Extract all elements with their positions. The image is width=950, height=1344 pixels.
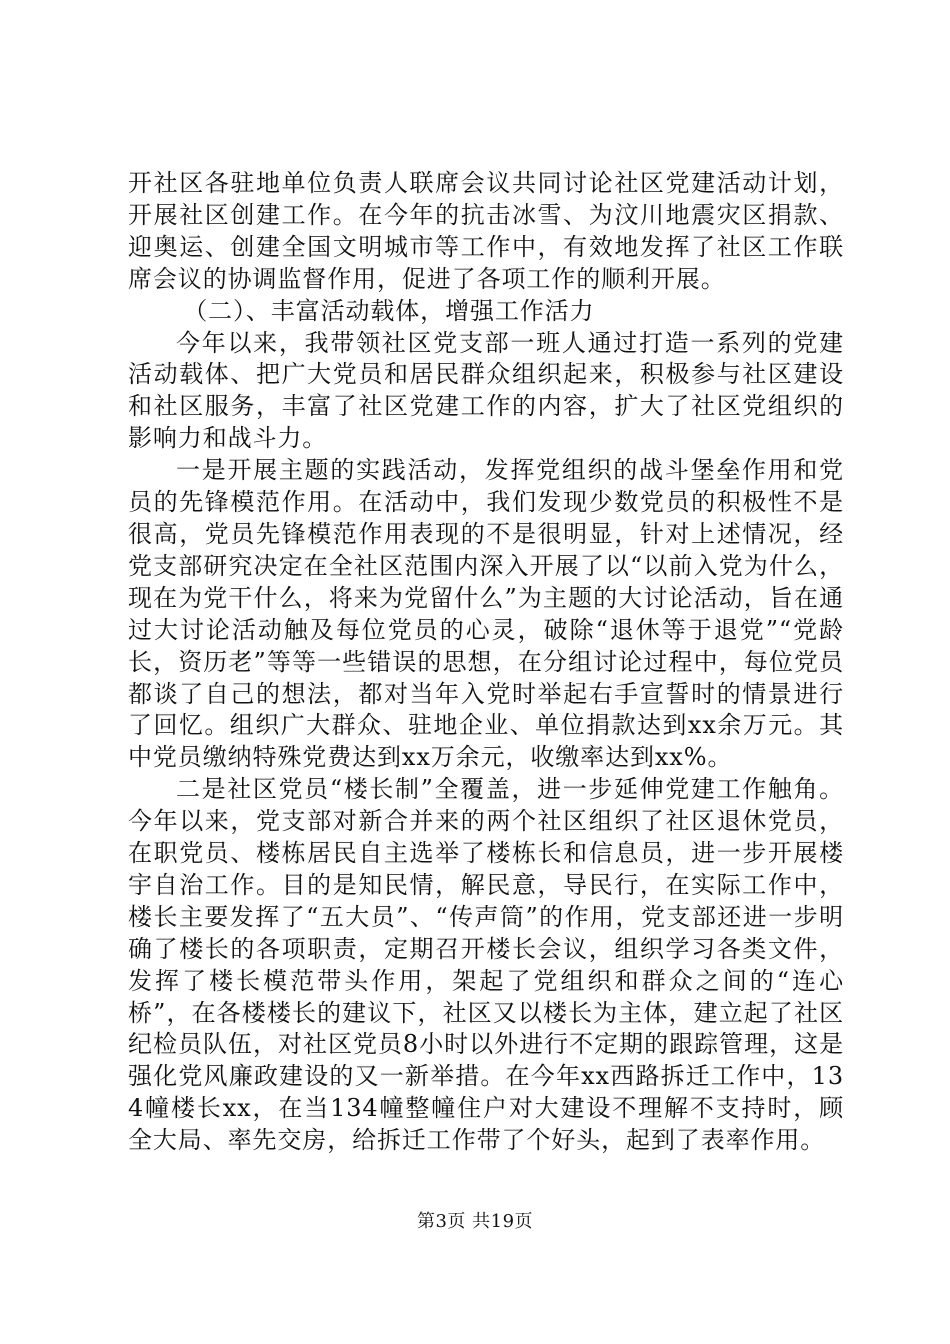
page-number-footer: 第3页 共19页 <box>416 1211 534 1232</box>
document-body <box>128 168 844 1157</box>
paragraph-intro: 今年以来，我带领社区党支部一班人通过打造一系列的党建活动载体、把广大党员和居民群众组织起来，积极参与社区建设和社区服务，丰富了社区党建工作的内容，扩大了社区党组织的影响力和战斗力。 <box>128 328 844 453</box>
paragraph-first-point: 一是开展主题的实践活动，发挥党组织的战斗堡垒作用和党员的先锋模范作用。在活动中，我们发现少数党员的积极性不是很高，党员先锋模范作用表现的不是很明显，针对上述情况，经党支部研究决定在全社区范围内深入开展了以“以前入党为什么，现在为党干什么，将来为党留什么”为主题的大讨论活动，旨在通过大讨论活动触及每位党员的心灵，破除“退休等于退党”“党龄长，资历老”等等一些错误的思想，在分组讨论过程中，每位党员都谈了自己的想法，都对当年入党时举起右手宣誓时的情景进行了回忆。组织广大群众、驻地企业、单位捐款达到xx余万元。其中党员缴纳特殊党费达到xx万余元，收缴率达到xx%。 <box>128 456 844 772</box>
paragraph-continuation: 开社区各驻地单位负责人联席会议共同讨论社区党建活动计划，开展社区创建工作。在今年的抗击冰雪、为汶川地震灾区捐款、迎奥运、创建全国文明城市等工作中，有效地发挥了社区工作联席会议的协调监督作用，促进了各项工作的顺利开展。 <box>128 169 844 293</box>
paragraph-second-point: 二是社区党员“楼长制”全覆盖，进一步延伸党建工作触角。今年以来，党支部对新合并来的两个社区组织了社区退休党员，在职党员、楼栋居民自主选举了楼栋长和信息员，进一步开展楼宇自治工作。目的是知民情，解民意，导民行，在实际工作中，楼长主要发挥了“五大员”、“传声筒”的作用，党支部还进一步明确了楼长的各项职责，定期召开楼长会议，组织学习各类文件，发挥了楼长模范带头作用，架起了党组织和群众之间的“连心桥”，在各楼楼长的建议下，社区又以楼长为主体，建立起了社区纪检员队伍，对社区党员8小时以外进行不定期的跟踪管理，这是强化党风廉政建设的又一新举措。在今年xx西路拆迁工作中，134幢楼长xx，在当134幢整幢住户对大建设不理解不支持时，顾全大局、率先交房，给拆迁工作带了个好头，起到了表率作用。 <box>128 775 844 1155</box>
section-heading: （二）、丰富活动载体，增强工作活力 <box>183 296 595 325</box>
